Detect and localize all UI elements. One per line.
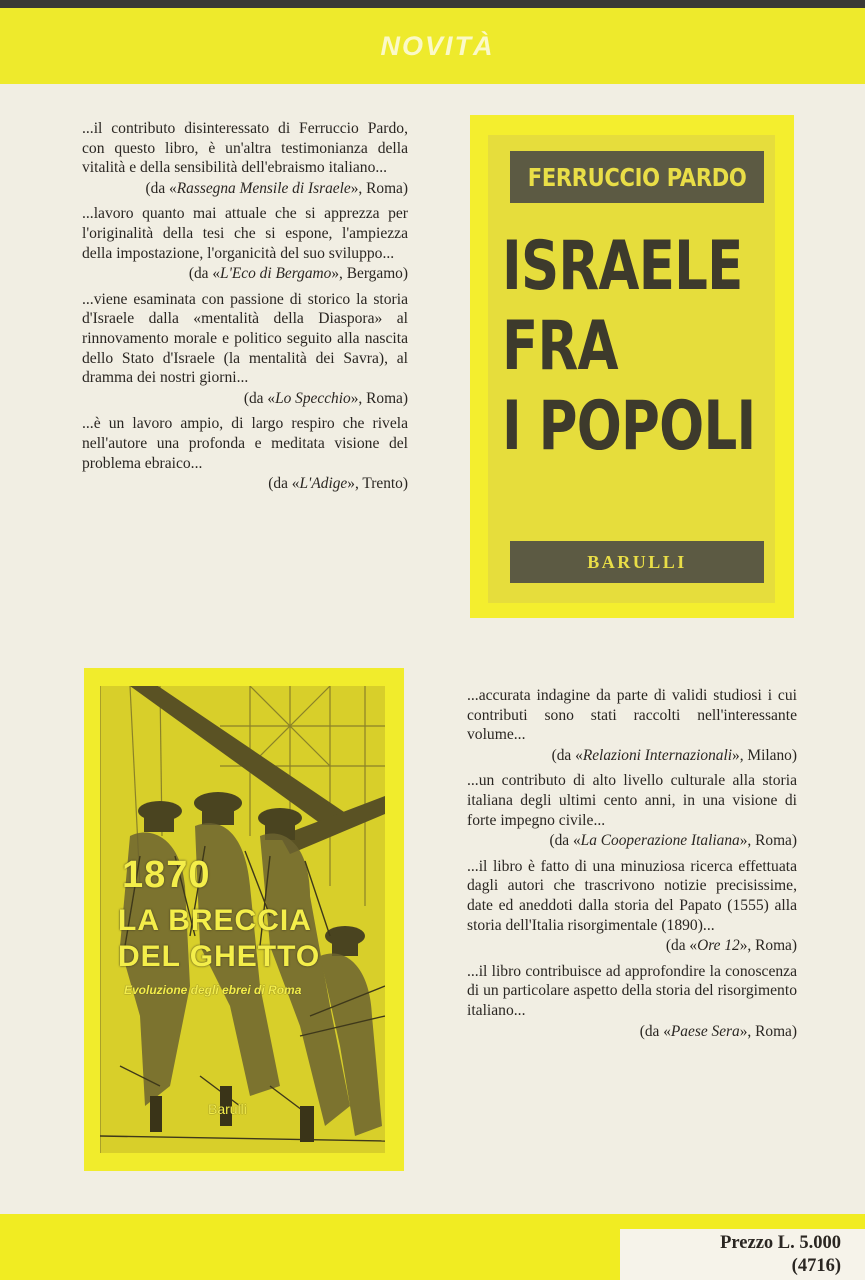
review-source: (da «L'Adige», Trento): [268, 475, 408, 493]
source-name: Lo Specchio: [275, 389, 351, 407]
page-edge: [0, 0, 865, 8]
cover-author: FERRUCCIO PARDO: [527, 162, 747, 192]
source-name: Relazioni Internazionali: [582, 746, 733, 764]
review-quote: [82, 290, 408, 409]
source-name: L'Adige: [299, 475, 348, 493]
review-source: (da «Paese Sera», Roma): [639, 1022, 797, 1040]
source-name: L'Eco di Bergamo: [220, 265, 332, 283]
reviews-left: [82, 119, 408, 500]
review-quote: [82, 414, 408, 493]
review-quote: [467, 771, 797, 850]
book-cover-breccia: [84, 668, 404, 1171]
reviews-right: [467, 686, 797, 1047]
review-source: (da «Rassegna Mensile di Israele», Roma): [145, 179, 408, 197]
review-text: ...il libro contribuisce ad approfondire la conoscenza di un particolare aspetto della storia del risorgimento italiano...: [467, 962, 797, 1019]
book-cover-israele: [470, 115, 794, 618]
review-quote: [467, 857, 797, 956]
cover-title-line: ISRAELE: [502, 227, 743, 306]
cover-title: [118, 903, 385, 975]
price-label: [620, 1229, 865, 1280]
review-source: (da «Relazioni Internazionali», Milano): [551, 746, 797, 764]
review-text: ...accurata indagine da parte di validi studiosi i cui contributi sono stati raccolti nell'interessante volume...: [467, 687, 797, 744]
source-name: Paese Sera: [670, 1022, 740, 1040]
review-text: ...viene esaminata con passione di storico la storia d'Israele dalla «mentalità della Diaspora» al rinnovamento morale e politico seguito alla nascita dello Stato d'Israele (la mentalità dei Savra), al dramma dei nostri giorni...: [82, 290, 408, 387]
cover-panel: [488, 135, 775, 603]
price-text: Prezzo L. 5.000: [720, 1233, 841, 1253]
review-source: (da «L'Eco di Bergamo», Bergamo): [188, 265, 408, 283]
cover-title-line: FRA: [502, 307, 618, 386]
cover-illustration: [100, 686, 385, 1153]
cover-publisher: BARULLI: [587, 551, 687, 572]
cover-title: [502, 227, 756, 467]
review-source: (da «Lo Specchio», Roma): [243, 389, 408, 407]
source-name: Rassegna Mensile di Israele: [176, 179, 351, 197]
header-band: [0, 8, 865, 84]
review-quote: [82, 119, 408, 198]
review-quote: [467, 962, 797, 1041]
review-text: ...è un lavoro ampio, di largo respiro che rivela nell'autore una profonda e meditata visione del problema ebraico...: [82, 415, 408, 472]
header-label: NOVITÀ: [380, 30, 495, 61]
cover-publisher: Barulli: [208, 1101, 247, 1117]
source-name: La Cooperazione Italiana: [580, 832, 740, 850]
cover-publisher-bar: [510, 541, 764, 583]
cover-title-line: I POPOLI: [502, 387, 756, 466]
cover-year: 1870: [122, 854, 211, 896]
cover-title-line: DEL GHETTO: [118, 940, 321, 973]
review-quote: [467, 686, 797, 765]
review-text: ...il libro è fatto di una minuziosa ricerca effettuata dagli autori che trascrivono notizie precisissime, date ed aneddoti dalla storia del Papato (1555) alla storia dell'Italia risorgimentale (1890)...: [467, 857, 797, 934]
review-text: ...il contributo disinteressato di Ferruccio Pardo, con questo libro, è un'altra testimonianza della vitalità e della sensibilità dell'ebraismo italiano...: [82, 120, 408, 177]
source-name: Ore 12: [697, 937, 740, 955]
review-source: (da «La Cooperazione Italiana», Roma): [549, 832, 797, 850]
cover-author-bar: [510, 151, 764, 203]
catalog-code: (4716): [791, 1256, 841, 1276]
review-text: ...un contributo di alto livello culturale alla storia italiana degli ultimi cento anni, in una visione di forte impegno civile...: [467, 772, 797, 829]
cover-title-line: LA BRECCIA: [118, 904, 312, 937]
review-text: ...lavoro quanto mai attuale che si apprezza per l'originalità della tesi che si espone, l'ampiezza della impostazione, l'organicità del suo sviluppo...: [82, 205, 408, 262]
review-quote: [82, 204, 408, 283]
cover-subtitle: Evoluzione degli ebrei di Roma: [124, 983, 302, 997]
review-source: (da «Ore 12», Roma): [665, 937, 797, 955]
